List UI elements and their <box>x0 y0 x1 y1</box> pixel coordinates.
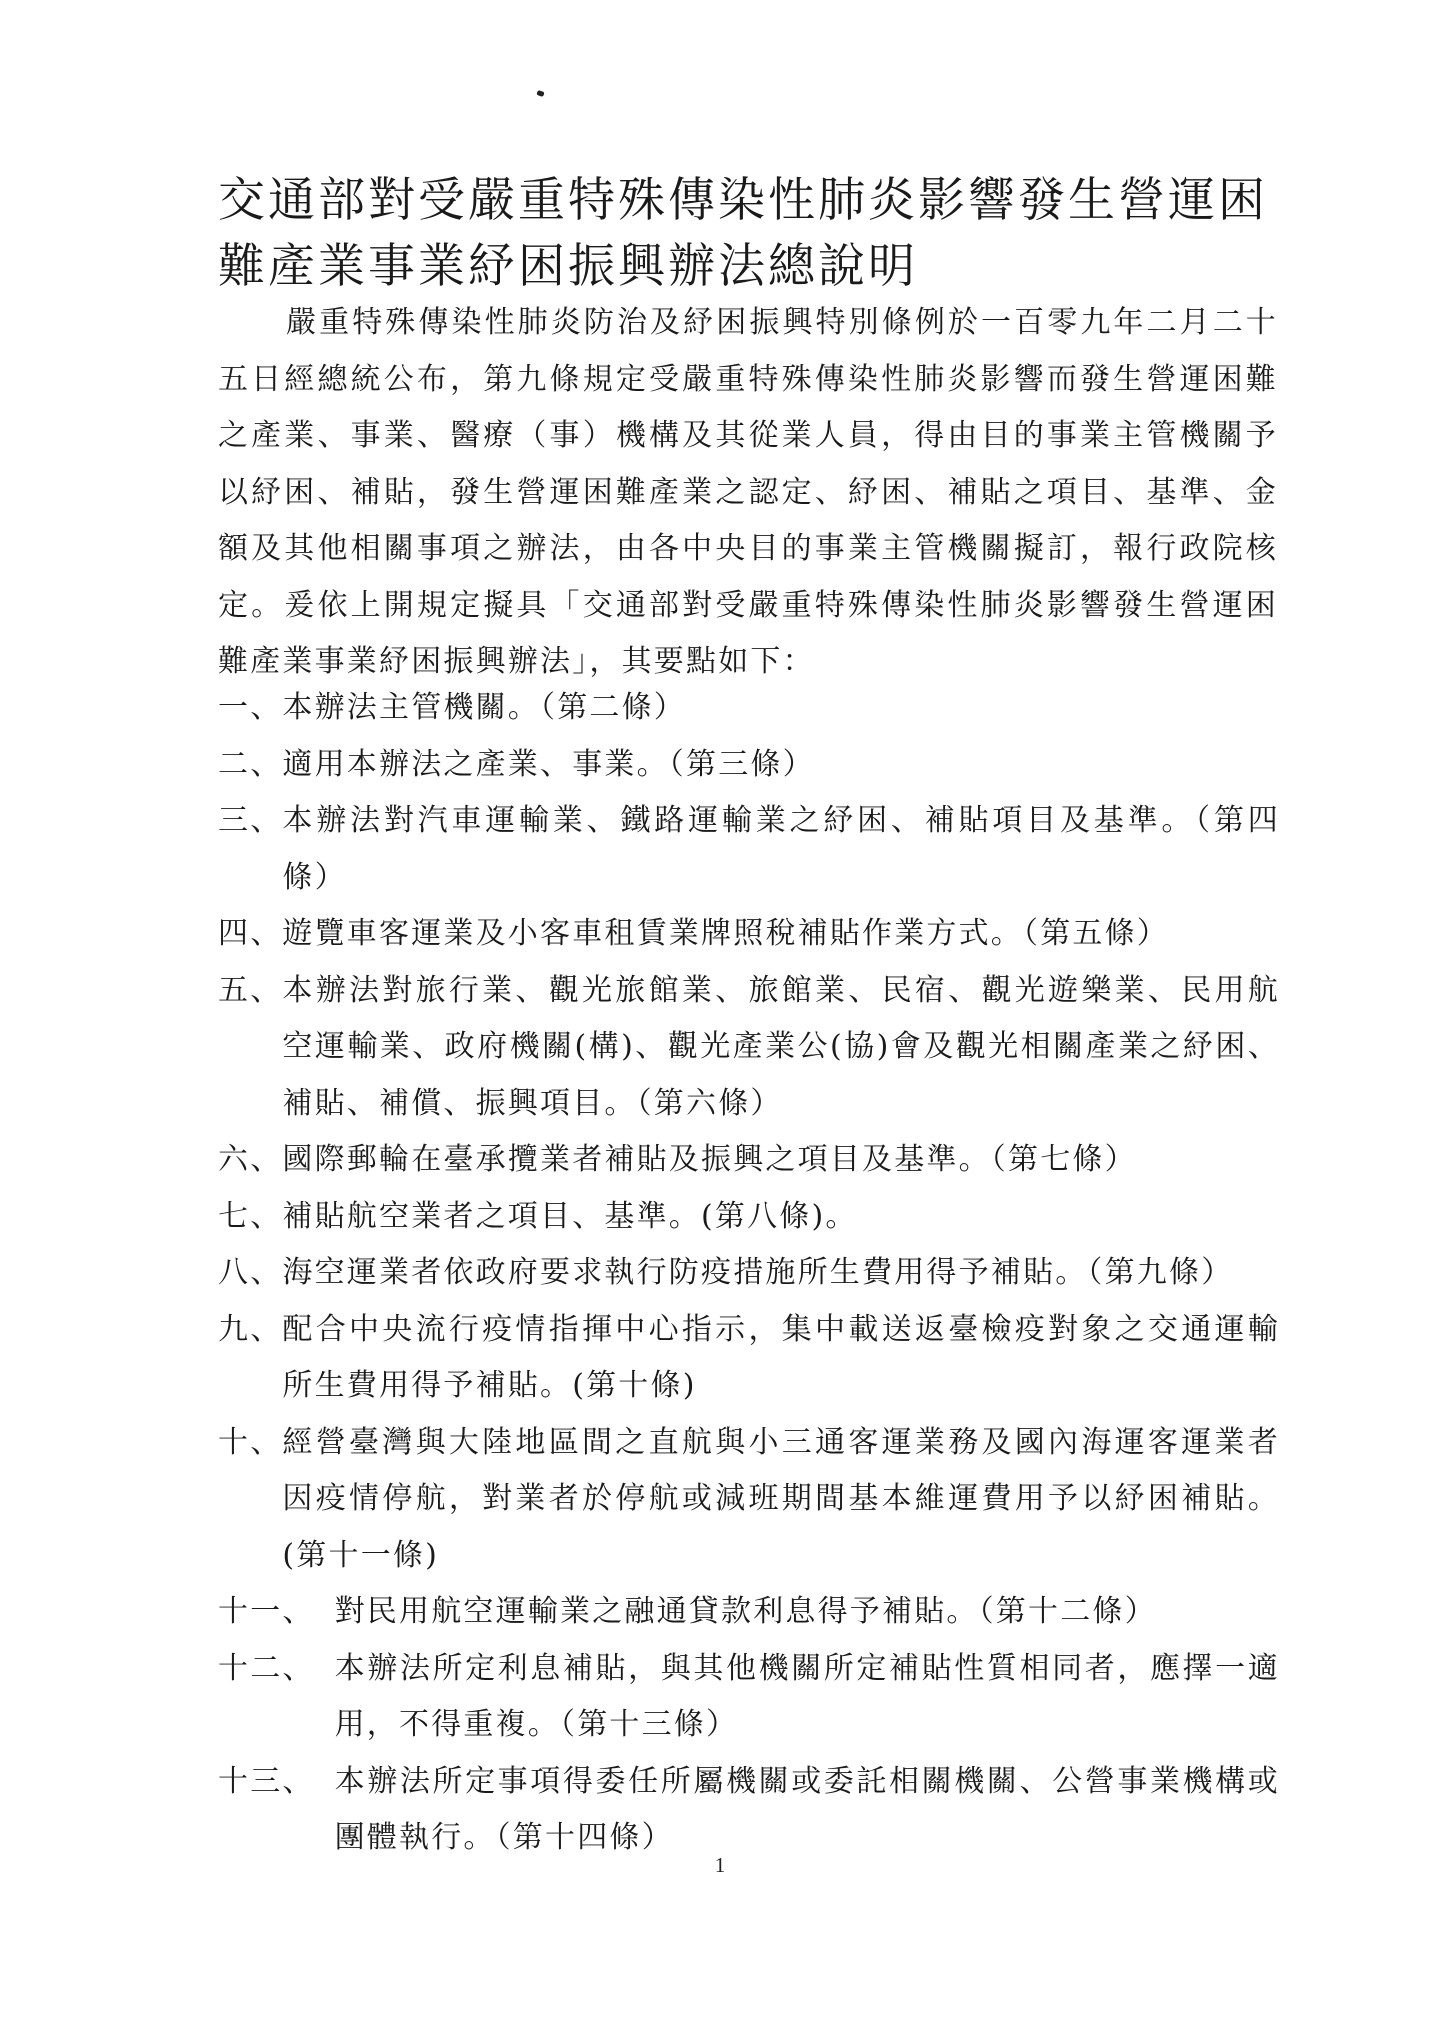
list-item-marker: 九、 <box>218 1311 283 1347</box>
list-item <box>218 680 1280 737</box>
list-item-text: 海空運業者依政府要求執行防疫措施所生費用得予補貼。（第九條） <box>282 1255 1234 1290</box>
list-item-marker: 二、 <box>218 746 283 782</box>
intro-paragraph: 嚴重特殊傳染性肺炎防治及紓困振興特別條例於一百零九年二月二十五日經總統公布，第九條規定受嚴重特殊傳染性肺炎影響而發生營運困難之產業、事業、醫療（事）機構及其從業人員，得由目的事業主管機關予以紓困、補貼，發生營運困難產業之認定、紓困、補貼之項目、基準、金額及其他相關事項之辦法，由各中央目的事業主管機關擬訂，報行政院核定。爰依上開規定擬具「交通部對受嚴重特殊傳染性肺炎影響發生營運困難產業事業紓困振興辦法」，其要點如下： <box>218 305 1278 679</box>
list-item-marker: 四、 <box>218 916 283 951</box>
list-item <box>218 737 1280 794</box>
key-points-list <box>218 680 1280 1867</box>
list-item <box>218 1584 1280 1641</box>
list-item-text: 遊覽車客運業及小客車租賃業牌照稅補貼作業方式。（第五條） <box>282 916 1170 951</box>
list-item-marker: 三、 <box>218 803 283 838</box>
list-item <box>218 1189 1280 1246</box>
list-item-marker: 十一、 <box>218 1594 315 1629</box>
list-item-marker: 八、 <box>218 1255 283 1290</box>
list-item-text: 本辦法對汽車運輸業、鐵路運輸業之紓困、補貼項目及基準。（第四條） <box>282 803 1280 895</box>
list-item <box>218 1132 1280 1189</box>
list-item-text: 配合中央流行疫情指揮中心指示，集中載送返臺檢疫對象之交通運輸所生費用得予補貼。(第十條) <box>282 1311 1280 1403</box>
scan-speck <box>536 90 544 97</box>
list-item-text: 經營臺灣與大陸地區間之直航與小三通客運業務及國內海運客運業者因疫情停航，對業者於停航或減班期間基本維運費用予以紓困補貼。(第十一條) <box>282 1424 1280 1573</box>
list-item-marker: 十、 <box>218 1424 283 1460</box>
list-item-marker: 六、 <box>218 1142 283 1177</box>
list-item <box>218 793 1280 906</box>
list-item-text: 適用本辦法之產業、事業。（第三條） <box>282 746 815 782</box>
list-item <box>218 1245 1280 1302</box>
list-item-marker: 十二、 <box>218 1650 315 1686</box>
list-item <box>218 963 1280 1133</box>
list-item <box>218 1302 1280 1415</box>
list-item-marker: 一、 <box>218 690 283 725</box>
list-item <box>218 906 1280 963</box>
list-item-text: 本辦法所定事項得委任所屬機關或委託相關機關、公營事業機構或團體執行。（第十四條） <box>334 1763 1280 1855</box>
list-item <box>218 1641 1280 1754</box>
list-item-marker: 五、 <box>218 972 283 1008</box>
list-item <box>218 1415 1280 1585</box>
list-item <box>218 1754 1280 1867</box>
list-item-text: 國際郵輪在臺承攬業者補貼及振興之項目及基準。（第七條） <box>282 1142 1137 1177</box>
list-item-text: 對民用航空運輸業之融通貸款利息得予補貼。（第十二條） <box>334 1594 1157 1629</box>
list-item-text: 補貼航空業者之項目、基準。(第八條)。 <box>282 1198 858 1234</box>
document-title: 交通部對受嚴重特殊傳染性肺炎影響發生營運困難產業事業紓困振興辦法總說明 <box>218 173 1268 294</box>
list-item-text: 本辦法主管機關。（第二條） <box>282 690 687 725</box>
list-item-marker: 十三、 <box>218 1763 315 1799</box>
list-item-text: 本辦法所定利息補貼，與其他機關所定補貼性質相同者，應擇一適用，不得重複。（第十三條） <box>334 1650 1280 1742</box>
page-number: 1 <box>714 1853 726 1877</box>
list-item-text: 本辦法對旅行業、觀光旅館業、旅館業、民宿、觀光遊樂業、民用航空運輸業、政府機關(構)、觀光產業公(協)會及觀光相關產業之紓困、補貼、補償、振興項目。（第六條） <box>282 972 1280 1121</box>
list-item-marker: 七、 <box>218 1198 283 1234</box>
